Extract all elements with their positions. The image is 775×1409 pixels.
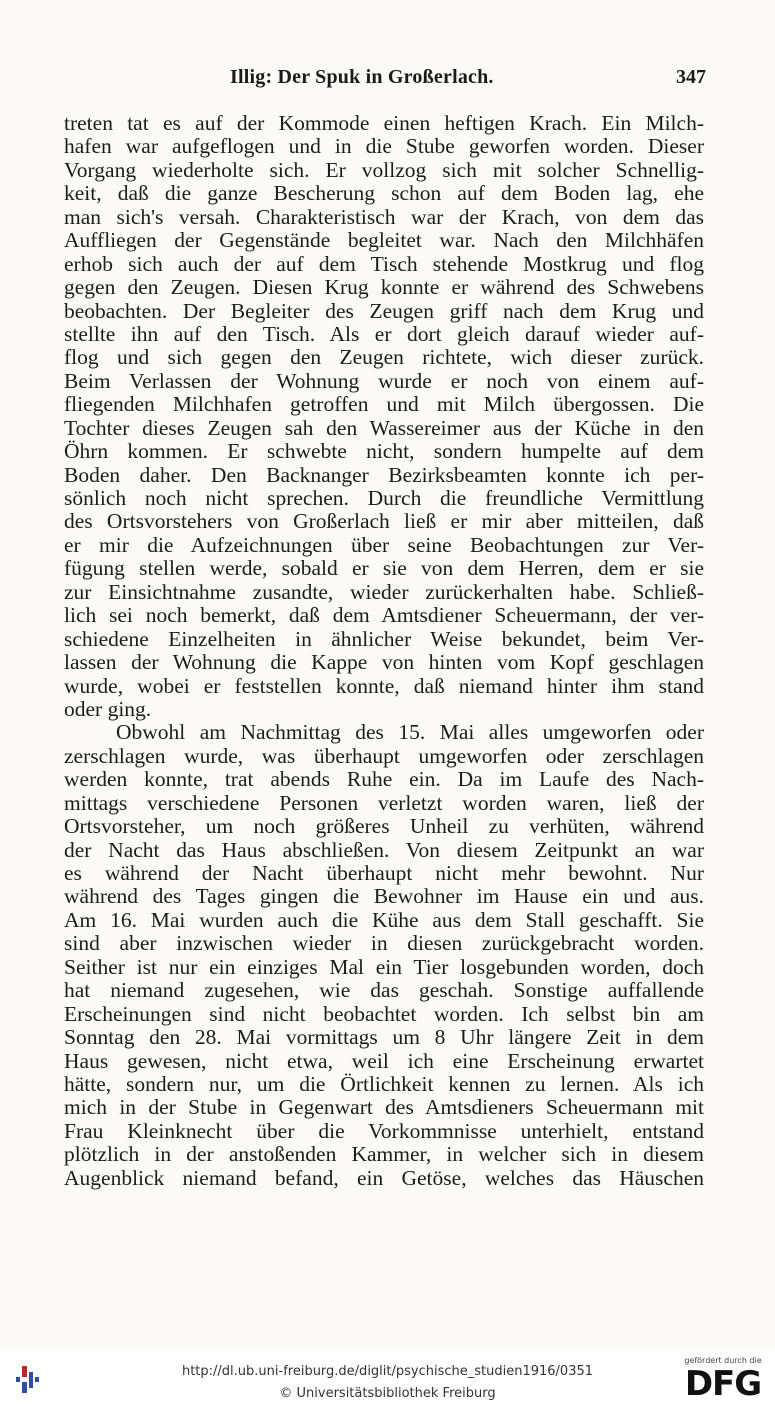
viewer-footer	[0, 1350, 775, 1409]
body-text	[64, 112, 704, 1190]
permalink-url[interactable]: http://dl.ub.uni-freiburg.de/diglit/psychische_studien1916/0351	[181, 1364, 594, 1379]
text-line: Öhrn kommen. Er schwebte nicht, sondern humpelte auf dem	[64, 440, 704, 464]
text-line: er mir die Aufzeichnungen über seine Beobachtungen zur Ver-	[64, 533, 704, 557]
text-line: fliegenden Milchhafen getroffen und mit Milch übergossen. Die	[64, 393, 704, 417]
text-line: flog und sich gegen den Zeugen richtete, wich dieser zurück.	[64, 346, 704, 370]
text-line: hat niemand zugesehen, wie das geschah. Sonstige auffallende	[64, 979, 704, 1003]
dfg-caption: gefördert durch die	[684, 1356, 762, 1365]
page-number: 347	[676, 66, 706, 88]
text-line: mittags verschiedene Personen verletzt worden waren, ließ der	[64, 791, 704, 815]
text-line: fügung stellen werde, sobald er sie von dem Herren, dem er sie	[64, 557, 704, 581]
text-line: keit, daß die ganze Bescherung schon auf dem Boden lag, ehe	[64, 182, 704, 206]
text-line: es während der Nacht überhaupt nicht mehr bewohnt. Nur	[64, 862, 704, 885]
text-line: wurde, wobei er feststellen konnte, daß niemand hinter ihm stand	[64, 674, 704, 698]
text-line: Beim Verlassen der Wohnung wurde er noch von einem auf-	[64, 369, 704, 393]
text-line: des Ortsvorstehers von Großerlach ließ er mir aber mitteilen, daß	[64, 510, 704, 534]
text-line: gegen den Zeugen. Diesen Krug konnte er während des Schwebens	[64, 276, 704, 300]
text-line: plötzlich in der anstoßenden Kammer, in welcher sich in diesem	[64, 1143, 704, 1167]
dfg-mark: DFG	[684, 1364, 762, 1404]
text-line: man sich's versah. Charakteristisch war der Krach, von dem das	[64, 205, 704, 229]
paragraph-start-line: Obwohl am Nachmittag des 15. Mai alles umgeworfen oder	[116, 721, 704, 745]
text-line: mich in der Stube in Gegenwart des Amtsdieners Scheuermann mit	[64, 1096, 704, 1120]
text-line: lich sei noch bemerkt, daß dem Amtsdiener Scheuermann, der ver-	[64, 604, 704, 628]
text-line: sönlich noch nicht sprechen. Durch die freundliche Vermittlung	[64, 487, 704, 510]
text-line: sind aber inzwischen wieder in diesen zurückgebracht worden.	[64, 932, 704, 956]
text-line: Am 16. Mai wurden auch die Kühe aus dem Stall geschafft. Sie	[64, 908, 704, 932]
text-line: Tochter dieses Zeugen sah den Wassereimer aus der Küche in den	[64, 416, 704, 440]
text-line: Erscheinungen sind nicht beobachtet worden. Ich selbst bin am	[64, 1002, 704, 1026]
text-line: zur Einsichtnahme zusandte, wieder zurückerhalten habe. Schließ-	[64, 580, 704, 604]
text-line: werden konnte, trat abends Ruhe ein. Da im Laufe des Nach-	[64, 768, 704, 792]
text-line: zerschlagen wurde, was überhaupt umgeworfen oder zerschlagen	[64, 744, 704, 768]
text-line: hafen war aufgeflogen und in die Stube geworfen worden. Dieser	[64, 135, 704, 159]
text-line: erhob sich auch der auf dem Tisch stehende Mostkrug und flog	[64, 252, 704, 276]
dfg-logo	[681, 1356, 765, 1406]
text-line: Frau Kleinknecht über die Vorkommnisse unterhielt, entstand	[64, 1119, 704, 1143]
text-line: Auffliegen der Gegenstände begleitet war. Nach den Milchhäfen	[64, 229, 704, 253]
text-line: Ortsvorsteher, um noch größeres Unheil zu verhüten, während	[64, 815, 704, 839]
running-head: Illig: Der Spuk in Großerlach.	[230, 66, 494, 88]
text-line: Vorgang wiederholte sich. Er vollzog sich mit solcher Schnellig-	[64, 158, 704, 182]
text-line: Haus gewesen, nicht etwa, weil ich eine Erscheinung erwartet	[64, 1049, 704, 1073]
text-line: Sonntag den 28. Mai vormittags um 8 Uhr längere Zeit in dem	[64, 1026, 704, 1050]
text-line: Seither ist nur ein einziges Mal ein Tier losgebunden worden, doch	[64, 955, 704, 979]
text-line: Augenblick niemand befand, ein Getöse, welches das Häuschen	[64, 1166, 704, 1190]
paragraph-end-line: oder ging.	[64, 697, 152, 721]
text-line: während des Tages gingen die Bewohner im Hause ein und aus.	[64, 885, 704, 909]
text-line: beobachten. Der Begleiter des Zeugen griff nach dem Krug und	[64, 299, 704, 323]
text-line: der Nacht das Haus abschließen. Von diesem Zeitpunkt an war	[64, 838, 704, 862]
text-line: Boden daher. Den Backnanger Bezirksbeamten konnte ich per-	[64, 463, 704, 487]
copyright-notice: © Universitätsbibliothek Freiburg	[279, 1386, 496, 1401]
text-line: hätte, sondern nur, um die Örtlichkeit kennen zu lernen. Als ich	[64, 1072, 704, 1096]
text-line: stellte ihn auf den Tisch. Als er dort gleich darauf wieder auf-	[64, 322, 704, 346]
text-line: schiedene Einzelheiten in ähnlicher Weise bekundet, beim Ver-	[64, 627, 704, 651]
text-line: treten tat es auf der Kommode einen heftigen Krach. Ein Milch-	[64, 112, 704, 135]
text-line: lassen der Wohnung die Kappe von hinten vom Kopf geschlagen	[64, 651, 704, 675]
